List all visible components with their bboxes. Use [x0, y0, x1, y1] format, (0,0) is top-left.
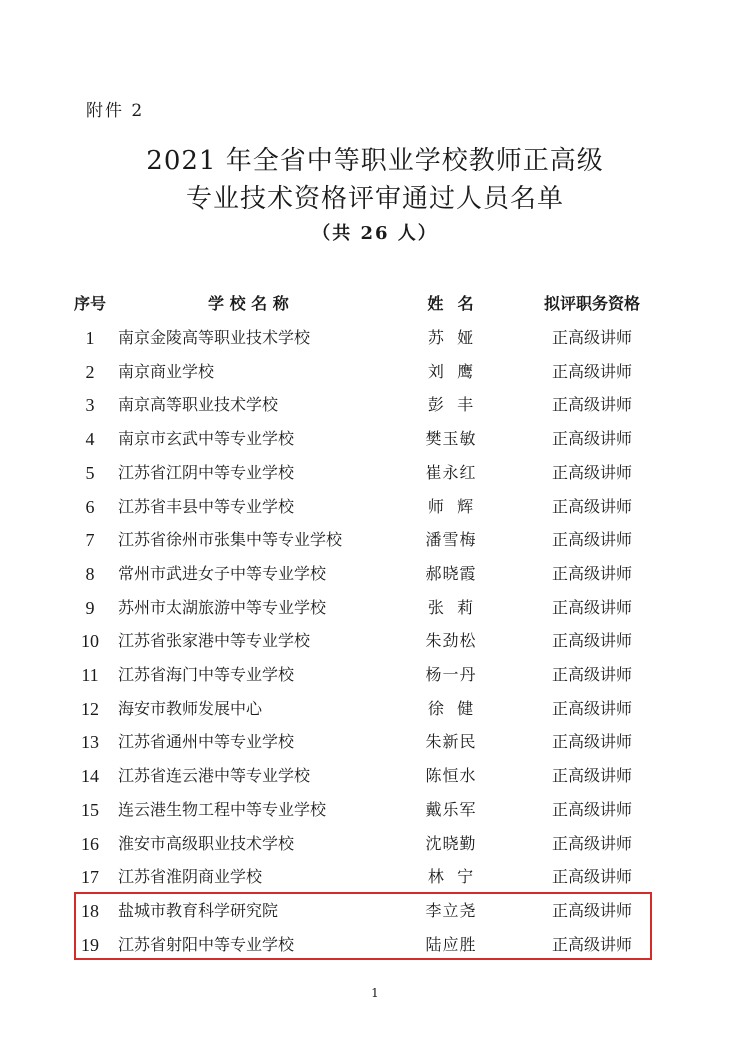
row-school: 淮安市高级职业技术学校 — [118, 833, 295, 853]
row-name: 张 莉 — [427, 597, 475, 617]
row-name: 林 宁 — [427, 867, 475, 887]
table-row — [0, 793, 750, 827]
table-row — [0, 490, 750, 524]
row-name: 陆应胜 — [425, 934, 477, 954]
row-qualification: 正高级讲师 — [551, 429, 632, 449]
highlight-box — [74, 892, 652, 960]
row-school: 江苏省丰县中等专业学校 — [118, 496, 295, 516]
row-seq: 8 — [85, 563, 95, 584]
row-seq: 11 — [81, 665, 99, 685]
table-row — [0, 523, 750, 557]
row-qualification: 正高级讲师 — [551, 900, 632, 920]
row-qualification: 正高级讲师 — [551, 665, 632, 684]
table-row — [0, 321, 750, 355]
row-seq: 6 — [85, 496, 95, 517]
attachment-label: 附件 2 — [86, 101, 145, 121]
row-name: 崔永红 — [425, 462, 477, 482]
row-seq: 9 — [85, 597, 95, 618]
row-seq: 4 — [85, 429, 95, 450]
row-school: 江苏省徐州市张集中等专业学校 — [118, 530, 343, 550]
row-qualification: 正高级讲师 — [551, 597, 632, 617]
table-row — [0, 355, 750, 389]
row-school: 海安市教师发展中心 — [118, 698, 263, 718]
table-row — [0, 725, 750, 759]
row-seq: 14 — [81, 766, 99, 787]
row-qualification: 正高级讲师 — [551, 732, 632, 752]
row-school: 江苏省淮阴商业学校 — [118, 867, 263, 887]
row-qualification: 正高级讲师 — [551, 867, 632, 887]
row-seq: 15 — [81, 799, 99, 820]
row-name: 彭 丰 — [427, 395, 475, 415]
row-school: 江苏省海门中等专业学校 — [118, 665, 295, 684]
row-name: 徐 健 — [427, 698, 475, 718]
row-name: 杨一丹 — [425, 665, 477, 684]
row-qualification: 正高级讲师 — [551, 462, 632, 482]
table-row — [0, 692, 750, 726]
row-seq: 12 — [81, 698, 99, 719]
row-school: 常州市武进女子中等专业学校 — [118, 563, 327, 583]
row-seq: 3 — [85, 395, 95, 416]
row-name: 师 辉 — [427, 496, 475, 516]
header-school: 学 校 名 称 — [208, 294, 289, 313]
row-name: 戴乐军 — [425, 799, 477, 819]
header-qualification: 拟评职务资格 — [543, 294, 640, 313]
row-school: 南京市玄武中等专业学校 — [118, 429, 295, 449]
count-note: （共 26 人） — [312, 223, 438, 244]
row-name: 苏 娅 — [427, 328, 475, 347]
row-school: 江苏省江阴中等专业学校 — [118, 462, 295, 482]
row-qualification: 正高级讲师 — [551, 530, 632, 550]
row-seq: 2 — [85, 361, 95, 382]
row-school: 江苏省射阳中等专业学校 — [118, 934, 295, 954]
row-qualification: 正高级讲师 — [551, 833, 632, 853]
row-qualification: 正高级讲师 — [551, 395, 632, 415]
table-row — [0, 759, 750, 793]
row-school: 江苏省张家港中等专业学校 — [118, 631, 311, 651]
row-qualification: 正高级讲师 — [551, 698, 632, 718]
row-school: 江苏省通州中等专业学校 — [118, 732, 295, 752]
table-row — [0, 591, 750, 625]
row-qualification: 正高级讲师 — [551, 631, 632, 651]
row-name: 樊玉敏 — [425, 429, 477, 449]
row-qualification: 正高级讲师 — [551, 361, 632, 381]
table-row — [0, 658, 750, 692]
table-row — [0, 557, 750, 591]
row-seq: 5 — [85, 462, 95, 483]
row-seq: 18 — [81, 900, 99, 921]
table-row — [0, 456, 750, 490]
row-qualification: 正高级讲师 — [551, 766, 632, 786]
row-school: 江苏省连云港中等专业学校 — [118, 766, 311, 786]
row-seq: 17 — [81, 867, 99, 888]
row-qualification: 正高级讲师 — [551, 934, 632, 954]
document-title-line-2: 专业技术资格评审通过人员名单 — [185, 184, 564, 214]
row-name: 郝晓霞 — [425, 563, 477, 583]
row-seq: 10 — [81, 631, 99, 652]
row-name: 沈晓勤 — [425, 833, 477, 853]
row-qualification: 正高级讲师 — [551, 799, 632, 819]
row-name: 朱劲松 — [425, 631, 477, 651]
table-row — [0, 827, 750, 861]
row-name: 陈恒水 — [425, 766, 477, 786]
row-qualification: 正高级讲师 — [551, 328, 632, 347]
row-school: 南京高等职业技术学校 — [118, 395, 279, 415]
row-seq: 19 — [81, 934, 99, 955]
row-name: 朱新民 — [425, 732, 477, 752]
row-school: 南京金陵高等职业技术学校 — [118, 328, 311, 347]
row-name: 刘 鹰 — [427, 361, 475, 381]
row-school: 盐城市教育科学研究院 — [118, 900, 279, 920]
row-qualification: 正高级讲师 — [551, 563, 632, 583]
table-row — [0, 422, 750, 456]
row-seq: 16 — [81, 833, 99, 854]
table-header — [0, 287, 750, 321]
header-seq: 序号 — [73, 294, 106, 313]
row-seq: 7 — [85, 530, 95, 551]
document-title-line-1: 2021 年全省中等职业学校教师正高级 — [146, 146, 604, 176]
table-row — [0, 388, 750, 422]
row-qualification: 正高级讲师 — [551, 496, 632, 516]
row-school: 苏州市太湖旅游中等专业学校 — [118, 597, 327, 617]
table-row — [0, 860, 750, 894]
row-name: 李立尧 — [425, 900, 477, 920]
row-seq: 13 — [81, 732, 99, 753]
row-name: 潘雪梅 — [425, 530, 477, 550]
row-seq: 1 — [85, 328, 95, 348]
table-row — [0, 624, 750, 658]
row-school: 南京商业学校 — [118, 361, 215, 381]
row-school: 连云港生物工程中等专业学校 — [118, 799, 327, 819]
header-name: 姓 名 — [427, 294, 475, 313]
page-number: 1 — [371, 986, 379, 1000]
